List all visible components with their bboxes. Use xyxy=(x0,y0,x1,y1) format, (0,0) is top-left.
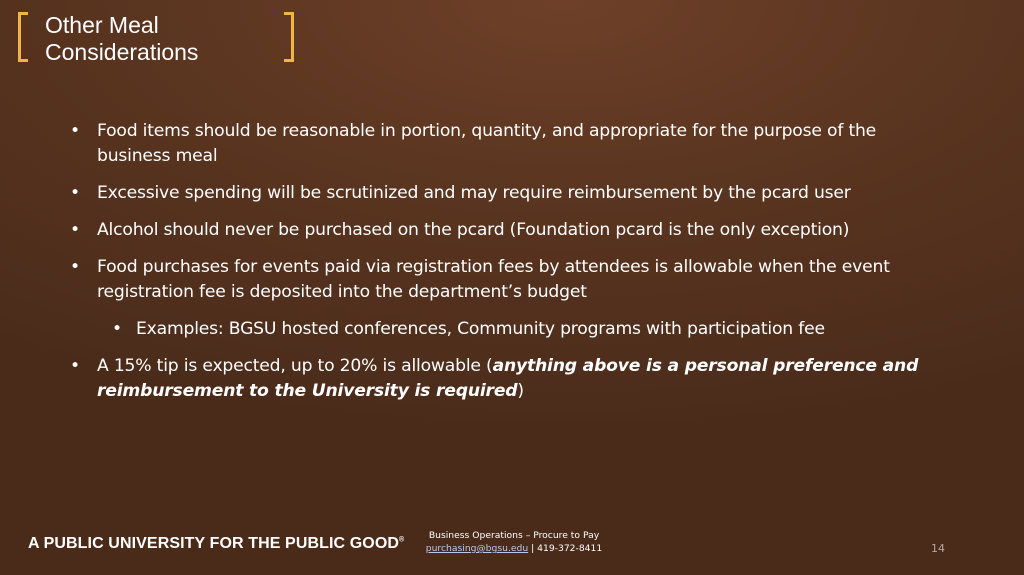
contact-separator: | xyxy=(528,543,538,554)
bullet-excessive-spending xyxy=(70,181,940,206)
bullet-dot: • xyxy=(70,257,80,277)
bullet-text: Excessive spending will be scrutinized and may require reimbursement by the pcard user xyxy=(97,183,851,203)
bullet-dot: • xyxy=(70,183,80,203)
slide-title xyxy=(45,12,275,66)
university-tagline xyxy=(28,535,404,553)
department-name: Business Operations – Procure to Pay xyxy=(428,530,600,541)
bullet-tip xyxy=(70,354,940,404)
bullet-list xyxy=(70,119,940,416)
bullet-registration-fees xyxy=(70,255,940,305)
email-link[interactable]: purchasing@bgsu.edu xyxy=(425,543,529,554)
page-number: 14 xyxy=(931,542,945,555)
phone-number: 419-372-8411 xyxy=(537,543,603,554)
bullet-dot: • xyxy=(70,121,80,141)
tagline-text: A PUBLIC UNIVERSITY FOR THE PUBLIC GOOD xyxy=(28,535,400,552)
title-line-2: Considerations xyxy=(45,39,199,65)
right-bracket-decoration xyxy=(284,12,294,62)
bullet-text-prefix: A 15% tip is expected, up to 20% is allowable ( xyxy=(97,356,493,376)
bullet-text-suffix: ) xyxy=(517,381,524,401)
bullet-text: Examples: BGSU hosted conferences, Community programs with participation fee xyxy=(136,319,825,339)
bullet-text: Food items should be reasonable in portion, quantity, and appropriate for the purpose of the business meal xyxy=(97,121,877,166)
bullet-portion xyxy=(70,119,940,169)
slide-title-block xyxy=(18,12,294,66)
bullet-dot: • xyxy=(70,220,80,240)
bullet-dot: • xyxy=(70,356,80,376)
title-line-1: Other Meal xyxy=(45,12,159,38)
contact-line xyxy=(424,542,604,555)
bullet-dot: • xyxy=(112,319,122,339)
trademark-symbol: ® xyxy=(399,536,405,544)
bullet-emphasis-text: anything above is a personal preference and reimbursement to the University is required xyxy=(97,356,919,401)
left-bracket-decoration xyxy=(18,12,28,62)
footer-contact xyxy=(424,529,604,555)
bullet-text: Alcohol should never be purchased on the pcard (Foundation pcard is the only exception) xyxy=(97,220,850,240)
bullet-alcohol xyxy=(70,218,940,243)
sub-bullet-examples xyxy=(112,317,940,342)
bullet-text: Food purchases for events paid via registration fees by attendees is allowable when the event registration fee is deposited into the department’s budget xyxy=(97,257,890,302)
